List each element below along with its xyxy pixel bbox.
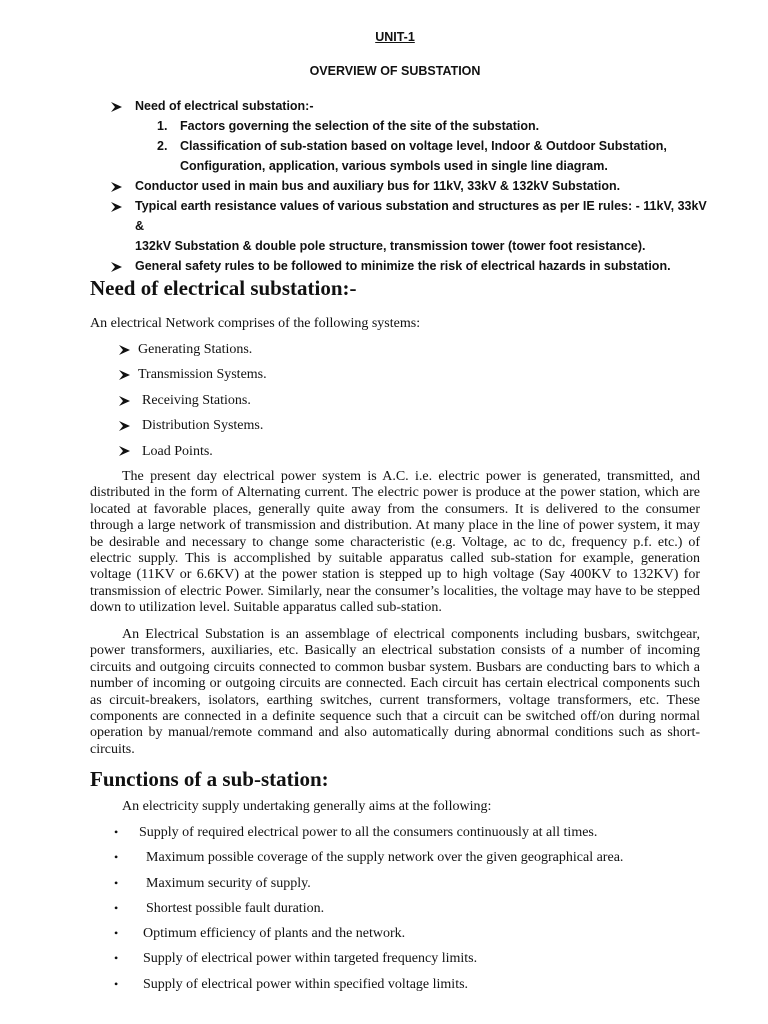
overview-title: OVERVIEW OF SUBSTATION	[309, 64, 481, 78]
bullet-dot-icon: •	[114, 900, 119, 915]
paragraph-substation-definition: An Electrical Substation is an assemblage of electrical components including busbars, switchgear, power transformers, auxiliaries, etc. Basically an electrical substation consists of a number of incoming circuits and outgoing circuits connected to common busbar system. Busbars are conducting bars to which a number of incoming or outgoing circuits are connected. Each circuit has certain electrical components such as circuit-breakers, isolators, earthing switches, current transformers, voltage transformers, etc. These components are connected in a definite sequence such that a circuit can be switched off/on during normal operation by manual/remote command and also automatically during abnormal conditions such as short-circuits.	[90, 627, 700, 757]
subitem-number: 1.	[157, 119, 168, 133]
contents-item-text: Conductor used in main bus and auxiliary bus for 11kV, 33kV & 132kV Substation.	[135, 179, 621, 193]
list-item	[114, 871, 623, 896]
contents-item	[110, 176, 710, 196]
paragraph-power-system: The present day electrical power system is A.C. i.e. electric power is generated, transmitted, and distributed in the form of Alternating current. The electric power is produce at the power station, which are located at favorable places, generally quite away from the consumers. It is delivered to the consumer through a large network of transmission and distribution. At many place in the line of power system, it may be desirable and necessary to change some characteristic (e.g. Voltage, ac to dc, frequency p.f. etc.) of electric supply. This is accomplished by suitable apparatus called sub-station for example, generation voltage (11KV or 6.6KV) at the power station is stepped up to high voltage (Say 400KV to 132KV) for transmission of electric Power. Similarly, near the consumer’s localities, the voltage may have to be stepped down to utilization level. Suitable apparatus called sub-station.	[90, 469, 700, 616]
subitem-number: 2.	[157, 139, 168, 153]
contents-subitem-text: Factors governing the selection of the site of the substation.	[180, 119, 540, 133]
contents-subitem-text: Configuration, application, various symbols used in single line diagram.	[180, 159, 608, 173]
arrow-bullet-icon	[110, 176, 126, 196]
list-item	[118, 413, 267, 438]
arrow-bullet-icon	[118, 439, 131, 464]
contents-item	[110, 256, 710, 276]
list-item	[114, 972, 623, 997]
contents-subitem	[110, 116, 710, 136]
arrow-bullet-icon	[118, 362, 131, 387]
contents-item-text: 132kV Substation & double pole structure, transmission tower (tower foot resistance).	[135, 239, 646, 253]
list-item-text: Maximum security of supply.	[146, 875, 311, 891]
bullet-dot-icon: •	[114, 926, 119, 941]
contents-item	[110, 196, 710, 236]
list-item-text: Supply of electrical power within specified voltage limits.	[143, 976, 469, 992]
contents-list	[110, 96, 710, 276]
arrow-bullet-icon	[118, 337, 131, 362]
list-item	[114, 946, 623, 971]
contents-item	[110, 96, 710, 116]
list-item-text: Supply of electrical power within targeted frequency limits.	[143, 951, 478, 967]
list-item-text: Generating Stations.	[138, 342, 253, 357]
bullet-dot-icon: •	[114, 875, 119, 890]
contents-subitem-text: Classification of sub-station based on voltage level, Indoor & Outdoor Substation,	[180, 139, 667, 153]
list-item	[118, 362, 267, 387]
arrow-bullet-icon	[110, 256, 126, 276]
contents-item-text: General safety rules to be followed to minimize the risk of electrical hazards in substation.	[135, 259, 671, 273]
aims-list	[114, 820, 623, 997]
list-item	[114, 820, 623, 845]
contents-subitem-continuation	[110, 156, 710, 176]
bullet-dot-icon: •	[114, 976, 119, 991]
list-item	[114, 921, 623, 946]
list-item-text: Optimum efficiency of plants and the network.	[143, 926, 406, 942]
list-item	[118, 337, 267, 362]
bullet-dot-icon: •	[114, 825, 119, 839]
list-item	[118, 388, 267, 413]
list-item-text: Supply of required electrical power to all the consumers continuously at all times.	[139, 825, 598, 840]
bullet-dot-icon: •	[114, 951, 119, 966]
contents-item-text: Need of electrical substation:-	[135, 99, 314, 113]
list-item-text: Receiving Stations.	[142, 392, 251, 408]
list-item	[118, 439, 267, 464]
functions-intro: An electricity supply undertaking generally aims at the following:	[122, 799, 492, 814]
contents-item-continuation	[110, 236, 710, 256]
arrow-bullet-icon	[118, 413, 131, 438]
list-item-text: Load Points.	[142, 443, 213, 459]
list-item	[114, 845, 623, 870]
arrow-bullet-icon	[118, 388, 131, 413]
list-item-text: Shortest possible fault duration.	[146, 900, 325, 916]
arrow-bullet-icon	[110, 96, 126, 116]
contents-subitem	[110, 136, 710, 156]
section-heading-need: Need of electrical substation:-	[90, 276, 357, 300]
list-item-text: Transmission Systems.	[138, 367, 267, 383]
bullet-dot-icon: •	[114, 850, 119, 865]
unit-title: UNIT-1	[375, 30, 415, 44]
systems-list	[118, 337, 267, 464]
list-item-text: Distribution Systems.	[142, 418, 264, 434]
section-heading-functions: Functions of a sub-station:	[90, 767, 329, 791]
list-item	[114, 896, 623, 921]
arrow-bullet-icon	[110, 196, 126, 216]
list-item-text: Maximum possible coverage of the supply network over the given geographical area.	[146, 850, 624, 866]
contents-item-text: Typical earth resistance values of various substation and structures as per IE rules: - 11kV, 33kV &	[135, 199, 707, 233]
network-intro: An electrical Network comprises of the following systems:	[90, 316, 421, 331]
